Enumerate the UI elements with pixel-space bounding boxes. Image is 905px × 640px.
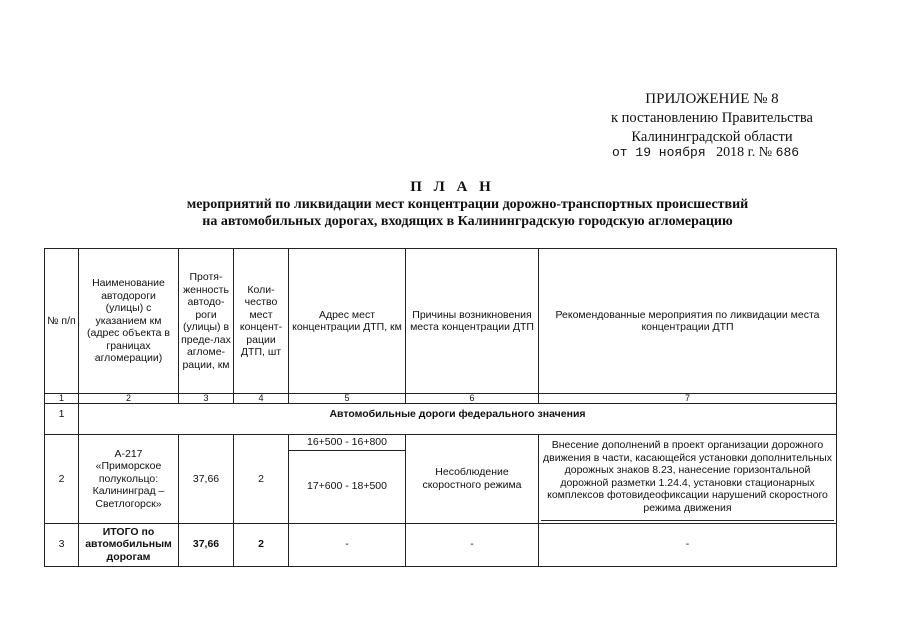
decree-number: 686 (775, 145, 800, 160)
appendix-title: ПРИЛОЖЕНИЕ № 8 (645, 91, 779, 107)
column-number: 3 (179, 394, 234, 404)
decree-date-line (612, 145, 799, 161)
decree-date: от 19 ноября (612, 145, 706, 160)
row-measures: Внесение дополнений в проект организации дорожного движения в части, касающейся установки дополнительных дорожных знаков 8.23, нанесение горизонтальной дорожной разметки 1.24.4, установки стационарных комплексов фотовидеофиксации нарушений скоростного режима движения (543, 439, 832, 514)
appendix-line-2: к постановлению Правительства (611, 110, 813, 126)
column-number: 1 (45, 394, 79, 404)
plan-title: П Л А Н (410, 179, 495, 195)
column-number: 4 (234, 394, 289, 404)
row-address-1: 16+500 - 16+800 (289, 435, 406, 451)
appendix-block (611, 90, 813, 147)
header-address: Адрес мест концентрации ДТП, км (289, 249, 406, 394)
column-number: 2 (79, 394, 179, 404)
column-numbers-row (45, 394, 837, 404)
row-address-2: 17+600 - 18+500 (289, 450, 406, 523)
plan-table (44, 248, 837, 567)
row-road: А-217 «Приморское полукольцо: Калининград – Светлогорск» (79, 435, 179, 524)
header-road: Наименование автодороги (улицы) с указанием км (адрес объекта в границах агломерации) (79, 249, 179, 394)
total-row (45, 523, 837, 566)
row-count: 2 (234, 435, 289, 524)
header-num: № п/п (45, 249, 79, 394)
row-reason: Несоблюдение скоростного режима (406, 435, 539, 524)
header-count: Коли-чество мест концент-рации ДТП, шт (234, 249, 289, 394)
plan-subtitle (0, 196, 905, 230)
underline (541, 520, 834, 521)
appendix-line-3: Калининградской области (631, 129, 793, 145)
column-number: 5 (289, 394, 406, 404)
total-count: 2 (234, 523, 289, 566)
header-length: Протя-женность автодо-роги (улицы) в преде-лах агломе-рации, км (179, 249, 234, 394)
section-title: Автомобильные дороги федерального значения (79, 404, 837, 435)
total-address: - (289, 523, 406, 566)
column-number: 6 (406, 394, 539, 404)
column-number: 7 (539, 394, 837, 404)
table-header-row (45, 249, 837, 394)
total-measures: - (539, 523, 837, 566)
section-row (45, 404, 837, 435)
total-label: ИТОГО по автомобильным дорогам (79, 523, 179, 566)
table-row (45, 435, 837, 451)
header-measures: Рекомендованные мероприятия по ликвидации места концентрации ДТП (539, 249, 837, 394)
total-reason: - (406, 523, 539, 566)
row-length: 37,66 (179, 435, 234, 524)
total-length: 37,66 (179, 523, 234, 566)
section-num: 1 (45, 404, 79, 435)
total-num: 3 (45, 523, 79, 566)
row-num: 2 (45, 435, 79, 524)
plan-subtitle-line-2: на автомобильных дорогах, входящих в Калининградскую городскую агломерацию (202, 214, 733, 229)
header-reasons: Причины возникновения места концентрации ДТП (406, 249, 539, 394)
plan-subtitle-line-1: мероприятий по ликвидации мест концентрации дорожно-транспортных происшествий (186, 197, 749, 212)
row-measures-cell (539, 435, 837, 524)
decree-year: 2018 г. № (716, 145, 773, 160)
